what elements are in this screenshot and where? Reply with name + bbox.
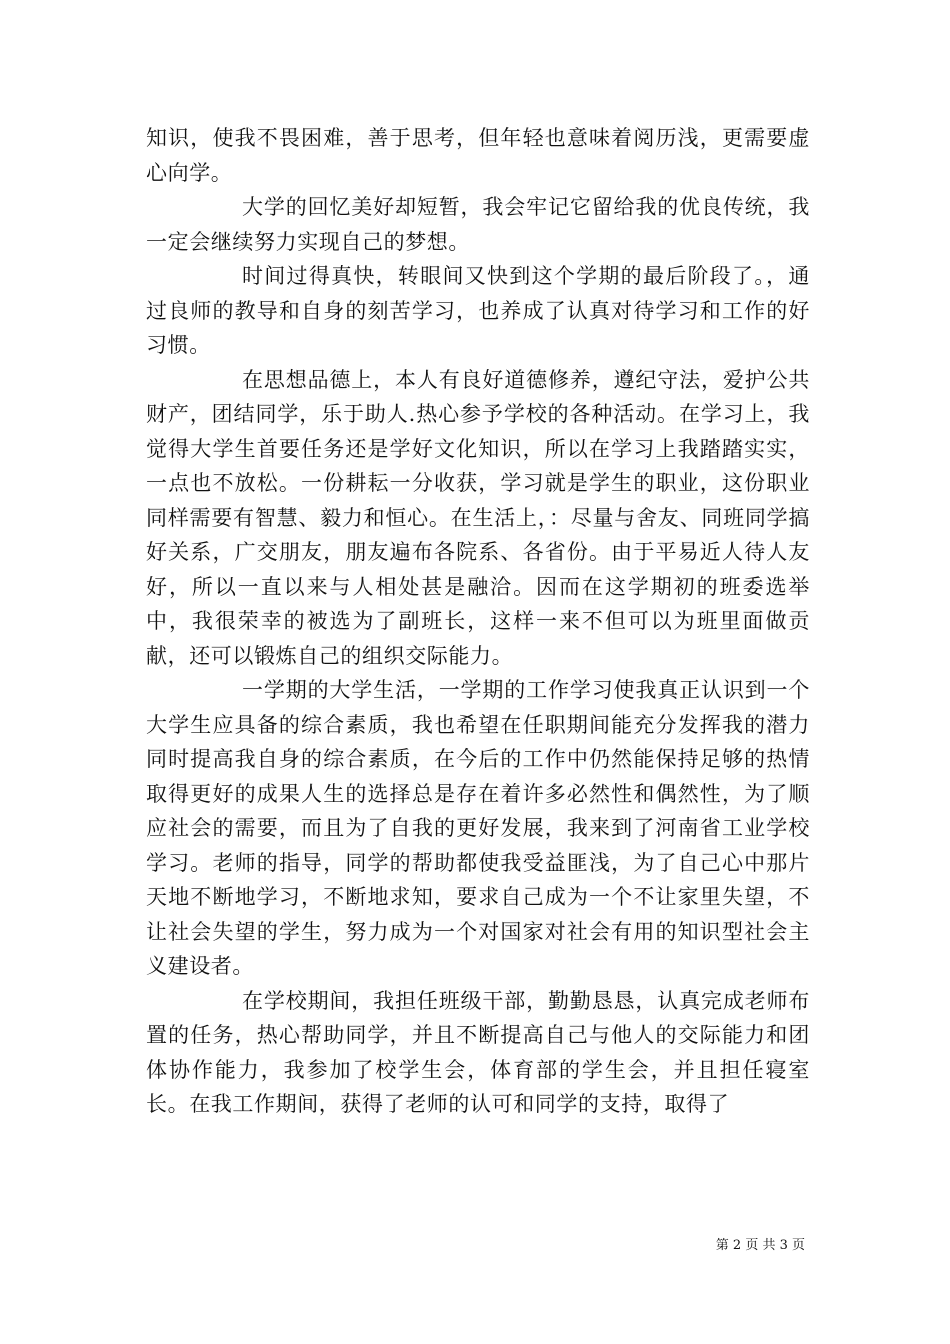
paragraph-school-duties: 在学校期间，我担任班级干部，勤勤恳恳，认真完成老师布置的任务，热心帮助同学，并且不断提高自己与他人的交际能力和团体协作能力，我参加了校学生会，体育部的学生会，并且担任寝室长。在我工作期间，获得了老师的认可和同学的支持，取得了 [146, 988, 810, 1116]
paragraph-semester: 一学期的大学生活，一学期的工作学习使我真正认识到一个大学生应具备的综合素质，我也希望在任职期间能充分发挥我的潜力同时提高我自身的综合素质，在今后的工作中仍然能保持足够的热情取得更好的成果人生的选择总是存在着许多必然性和偶然性，为了顺应社会的需要，而且为了自我的更好发展，我来到了河南省工业学校学习。老师的指导，同学的帮助都使我受益匪浅，为了自己心中那片天地不断地学习，不断地求知，要求自己成为一个不让家里失望，不让社会失望的学生，努力成为一个对国家对社会有用的知识型社会主义建设者。 [146, 678, 810, 978]
paragraph-memories: 大学的回忆美好却短暂，我会牢记它留给我的优良传统，我一定会继续努力实现自己的梦想。 [146, 195, 810, 254]
paragraph-time: 时间过得真快，转眼间又快到这个学期的最后阶段了。，通过良师的教导和自身的刻苦学习，也养成了认真对待学习和工作的好习惯。 [146, 264, 810, 357]
document-body [146, 121, 810, 1122]
paragraph-continuation: 知识，使我不畏困难，善于思考，但年轻也意味着阅历浅，更需要虚心向学。 [146, 126, 810, 185]
page-number: 第 2 页 共 3 页 [715, 1238, 805, 1253]
paragraph-character: 在思想品德上，本人有良好道德修养，遵纪守法，爱护公共财产，团结同学，乐于助人.热心参予学校的各种活动。在学习上，我觉得大学生首要任务还是学好文化知识，所以在学习上我踏踏实实，一点也不放松。一份耕耘一分收获，学习就是学生的职业，这份职业同样需要有智慧、毅力和恒心。在生活上，：尽量与舍友、同班同学搞好关系，广交朋友，朋友遍布各院系、各省份。由于平易近人待人友好，所以一直以来与人相处甚是融洽。因而在这学期初的班委选举中，我很荣幸的被选为了副班长，这样一来不但可以为班里面做贡献，还可以锻炼自己的组织交际能力。 [146, 367, 810, 668]
